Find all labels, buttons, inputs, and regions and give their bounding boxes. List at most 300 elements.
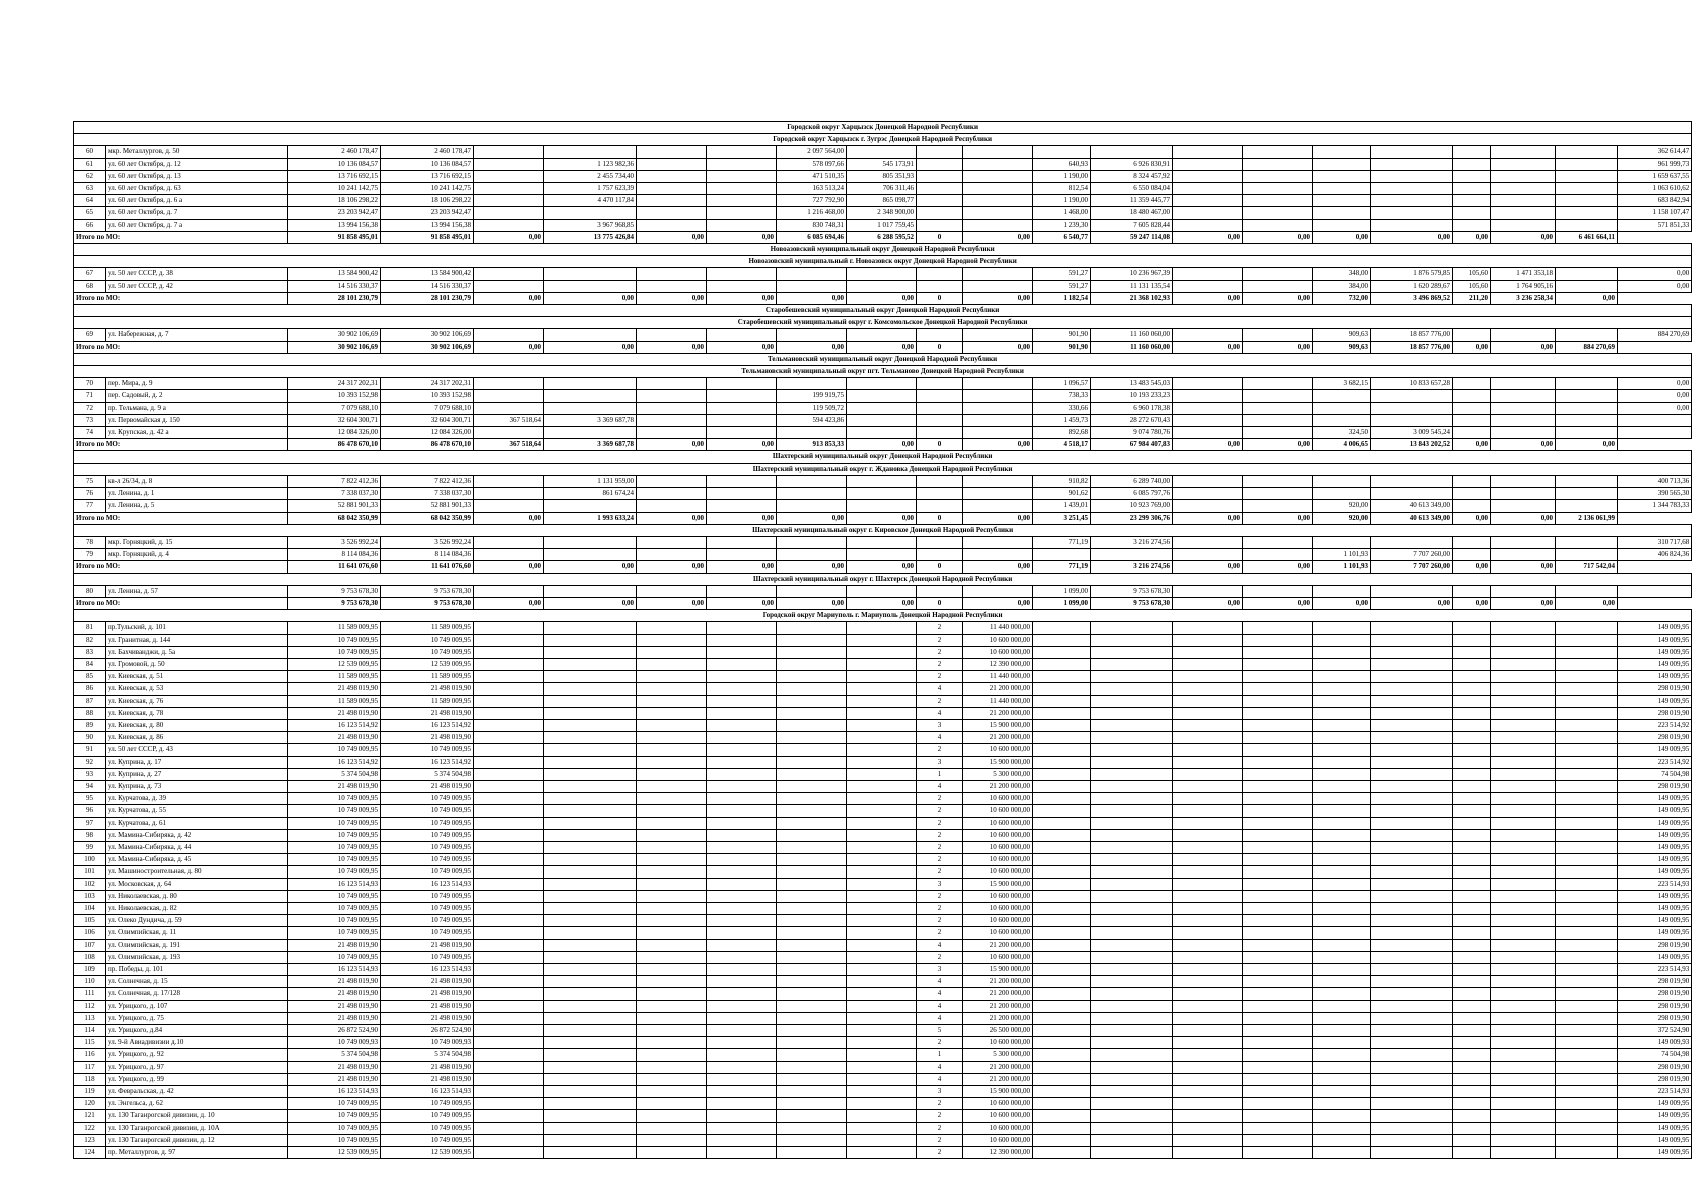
value-cell: 18 106 298,22: [381, 195, 474, 207]
total-cell: 0,00: [1491, 439, 1556, 451]
value-cell: [544, 536, 637, 548]
value-cell: [637, 475, 707, 487]
value-cell: [777, 915, 847, 927]
value-cell: 1 190,00: [1033, 170, 1091, 182]
address-cell: пр. Победы, д. 101: [106, 964, 288, 976]
value-cell: [1243, 1037, 1313, 1049]
value-cell: [847, 756, 917, 768]
value-cell: [963, 207, 1033, 219]
value-cell: [1453, 536, 1491, 548]
value-cell: [847, 390, 917, 402]
value-cell: [1371, 829, 1453, 841]
value-cell: [637, 170, 707, 182]
value-cell: [963, 195, 1033, 207]
value-cell: [707, 658, 777, 670]
value-cell: [474, 1037, 544, 1049]
value-cell: [1173, 780, 1243, 792]
value-cell: [637, 744, 707, 756]
table-row: [74, 732, 1692, 744]
value-cell: [1556, 903, 1618, 915]
value-cell: 1 131 959,00: [544, 475, 637, 487]
value-cell: 10 600 000,00: [963, 634, 1033, 646]
value-cell: [637, 841, 707, 853]
total-cell: 0,00: [847, 597, 917, 609]
value-cell: 21 498 019,90: [381, 976, 474, 988]
total-cell: 11 641 076,60: [288, 561, 381, 573]
value-cell: [847, 939, 917, 951]
value-cell: [707, 329, 777, 341]
value-cell: 298 019,90: [1618, 780, 1692, 792]
value-cell: 3 369 687,78: [544, 414, 637, 426]
value-cell: 2 348 900,00: [847, 207, 917, 219]
row-number: 110: [74, 976, 106, 988]
value-cell: [1313, 658, 1371, 670]
total-cell: 0,00: [1243, 231, 1313, 243]
total-cell: 0,00: [1491, 341, 1556, 353]
value-cell: [1556, 195, 1618, 207]
value-cell: [847, 768, 917, 780]
value-cell: 10 749 009,95: [288, 915, 381, 927]
value-cell: [1033, 878, 1091, 890]
total-cell: 0,00: [963, 597, 1033, 609]
value-cell: [847, 915, 917, 927]
value-cell: 8 114 084,36: [288, 549, 381, 561]
value-cell: [1243, 671, 1313, 683]
value-cell: [847, 146, 917, 158]
value-cell: 1 099,00: [1033, 585, 1091, 597]
value-cell: [544, 1037, 637, 1049]
total-cell: 0,00: [474, 597, 544, 609]
value-cell: [1091, 683, 1173, 695]
value-cell: [1091, 976, 1173, 988]
value-cell: [1556, 634, 1618, 646]
value-cell: 406 824,36: [1618, 549, 1692, 561]
value-cell: [1243, 658, 1313, 670]
value-cell: [544, 146, 637, 158]
value-cell: [474, 671, 544, 683]
value-cell: [1556, 780, 1618, 792]
value-cell: 892,68: [1033, 427, 1091, 439]
address-cell: ул. Куприна, д. 17: [106, 756, 288, 768]
value-cell: [707, 549, 777, 561]
value-cell: [637, 622, 707, 634]
value-cell: 10 749 009,93: [381, 1037, 474, 1049]
value-cell: [1033, 780, 1091, 792]
address-cell: пр.Тульский, д. 101: [106, 622, 288, 634]
value-cell: [1033, 1037, 1091, 1049]
value-cell: [847, 964, 917, 976]
value-cell: [1313, 183, 1371, 195]
table-row: [74, 903, 1692, 915]
table-row: [74, 549, 1692, 561]
value-cell: [474, 329, 544, 341]
value-cell: [1371, 951, 1453, 963]
value-cell: [1173, 183, 1243, 195]
value-cell: [1243, 866, 1313, 878]
value-cell: 30 902 106,69: [381, 329, 474, 341]
value-cell: [707, 768, 777, 780]
total-cell: 0,00: [1556, 439, 1618, 451]
value-cell: [544, 854, 637, 866]
value-cell: [777, 939, 847, 951]
value-cell: [474, 951, 544, 963]
value-cell: 298 019,90: [1618, 1061, 1692, 1073]
value-cell: [474, 585, 544, 597]
section-title: Городской округ Харцызск г. Зугрэс Донецкой Народной Республики: [74, 134, 1692, 146]
value-cell: [1371, 890, 1453, 902]
value-cell: [1033, 829, 1091, 841]
table-row: [74, 988, 1692, 1000]
value-cell: [474, 390, 544, 402]
value-cell: [544, 1134, 637, 1146]
value-cell: [1556, 939, 1618, 951]
value-cell: [1173, 427, 1243, 439]
total-cell: 909,63: [1313, 341, 1371, 353]
value-cell: [637, 915, 707, 927]
total-label: Итого по МО:: [74, 512, 288, 524]
value-cell: 12 539 009,95: [381, 1147, 474, 1159]
value-cell: [1453, 683, 1491, 695]
value-cell: 23 203 942,47: [381, 207, 474, 219]
value-cell: [777, 622, 847, 634]
value-cell: [963, 268, 1033, 280]
value-cell: 149 009,95: [1618, 805, 1692, 817]
value-cell: [1033, 695, 1091, 707]
value-cell: [544, 976, 637, 988]
value-cell: [707, 280, 777, 292]
address-cell: ул. 50 лет СССР, д. 38: [106, 268, 288, 280]
value-cell: 10 600 000,00: [963, 805, 1033, 817]
total-cell: 367 518,64: [474, 439, 544, 451]
value-cell: [544, 951, 637, 963]
value-cell: [1371, 622, 1453, 634]
value-cell: 26 500 000,00: [963, 1025, 1033, 1037]
value-cell: 10 600 000,00: [963, 793, 1033, 805]
total-cell: 0,00: [1453, 597, 1491, 609]
value-cell: 26 872 524,90: [381, 1025, 474, 1037]
value-cell: [1453, 390, 1491, 402]
value-cell: 298 019,90: [1618, 939, 1692, 951]
value-cell: [1556, 841, 1618, 853]
total-cell: 0,00: [1243, 561, 1313, 573]
value-cell: 4: [917, 1073, 963, 1085]
row-number: 117: [74, 1061, 106, 1073]
value-cell: [777, 1012, 847, 1024]
value-cell: [637, 402, 707, 414]
value-cell: 21 200 000,00: [963, 939, 1033, 951]
total-cell: 1 993 633,24: [544, 512, 637, 524]
value-cell: [544, 549, 637, 561]
value-cell: [1556, 183, 1618, 195]
value-cell: 10 136 084,57: [381, 158, 474, 170]
value-cell: 812,54: [1033, 183, 1091, 195]
value-cell: [777, 878, 847, 890]
value-cell: 16 123 514,93: [381, 878, 474, 890]
table-row: [74, 1025, 1692, 1037]
value-cell: 348,00: [1313, 268, 1371, 280]
value-cell: [1173, 915, 1243, 927]
total-cell: 0,00: [963, 561, 1033, 573]
table-row: [74, 1086, 1692, 1098]
value-cell: [1453, 427, 1491, 439]
table-row: [74, 878, 1692, 890]
value-cell: [1453, 634, 1491, 646]
value-cell: [1091, 756, 1173, 768]
value-cell: [847, 793, 917, 805]
value-cell: [1091, 841, 1173, 853]
address-cell: ул. Киевская, д. 86: [106, 732, 288, 744]
total-cell: 0,00: [707, 231, 777, 243]
value-cell: [847, 719, 917, 731]
value-cell: [474, 903, 544, 915]
value-cell: 10 833 657,28: [1371, 378, 1453, 390]
value-cell: [847, 1073, 917, 1085]
value-cell: [1243, 390, 1313, 402]
value-cell: [707, 1086, 777, 1098]
value-cell: 330,66: [1033, 402, 1091, 414]
total-cell: 0,00: [707, 439, 777, 451]
value-cell: 7 822 412,36: [381, 475, 474, 487]
value-cell: [1091, 695, 1173, 707]
address-cell: ул. Мамина-Сибиряка, д. 45: [106, 854, 288, 866]
total-cell: 86 478 670,10: [381, 439, 474, 451]
address-cell: ул. Киевская, д. 76: [106, 695, 288, 707]
value-cell: [544, 841, 637, 853]
value-cell: [1491, 1049, 1556, 1061]
value-cell: 10 749 009,95: [288, 829, 381, 841]
value-cell: [707, 1147, 777, 1159]
section-header-row: [74, 573, 1692, 585]
total-cell: 0,00: [963, 231, 1033, 243]
value-cell: [474, 964, 544, 976]
value-cell: 32 604 300,71: [288, 414, 381, 426]
table-row: [74, 841, 1692, 853]
value-cell: [1371, 402, 1453, 414]
value-cell: 4: [917, 988, 963, 1000]
value-cell: [1556, 207, 1618, 219]
value-cell: 2: [917, 658, 963, 670]
value-cell: 16 123 514,92: [381, 756, 474, 768]
value-cell: [1313, 207, 1371, 219]
address-cell: ул. 60 лет Октября, д. 13: [106, 170, 288, 182]
section-title: Городской округ Мариуполь г. Мариуполь Донецкой Народной Республики: [74, 610, 1692, 622]
value-cell: [1033, 1122, 1091, 1134]
value-cell: [1491, 817, 1556, 829]
value-cell: [474, 378, 544, 390]
value-cell: [1033, 646, 1091, 658]
value-cell: [847, 903, 917, 915]
section-header-row: [74, 366, 1692, 378]
value-cell: [637, 1122, 707, 1134]
value-cell: [1313, 1073, 1371, 1085]
row-number: 68: [74, 280, 106, 292]
value-cell: 5 374 504,98: [381, 768, 474, 780]
total-cell: 0,00: [777, 561, 847, 573]
value-cell: 119 509,72: [777, 402, 847, 414]
value-cell: 1 190,00: [1033, 195, 1091, 207]
value-cell: [1173, 402, 1243, 414]
value-cell: [1091, 732, 1173, 744]
address-cell: ул. Олеко Дундича, д. 59: [106, 915, 288, 927]
value-cell: 21 498 019,90: [381, 683, 474, 695]
total-cell: 3 236 258,34: [1491, 292, 1556, 304]
row-number: 111: [74, 988, 106, 1000]
value-cell: 3 526 992,24: [381, 536, 474, 548]
section-header-row: [74, 353, 1692, 365]
value-cell: [1491, 719, 1556, 731]
value-cell: 10 193 233,23: [1091, 390, 1173, 402]
value-cell: 1 620 289,67: [1371, 280, 1453, 292]
total-cell: 6 288 595,52: [847, 231, 917, 243]
section-header-row: [74, 122, 1692, 134]
value-cell: [637, 207, 707, 219]
total-cell: 3 251,45: [1033, 512, 1091, 524]
value-cell: [544, 500, 637, 512]
value-cell: [777, 817, 847, 829]
value-cell: [707, 402, 777, 414]
value-cell: 7 605 828,44: [1091, 219, 1173, 231]
address-cell: ул. Набережная, д. 7: [106, 329, 288, 341]
value-cell: [1173, 146, 1243, 158]
section-title: Новоазовский муниципальный г. Новоазовск округ Донецкой Народной Республики: [74, 256, 1692, 268]
total-label: Итого по МО:: [74, 439, 288, 451]
value-cell: [1243, 146, 1313, 158]
value-cell: [637, 829, 707, 841]
value-cell: 21 498 019,90: [288, 1073, 381, 1085]
value-cell: [963, 488, 1033, 500]
value-cell: 10 749 009,95: [288, 646, 381, 658]
value-cell: [1313, 719, 1371, 731]
value-cell: [637, 1012, 707, 1024]
row-number: 73: [74, 414, 106, 426]
value-cell: 2 097 564,00: [777, 146, 847, 158]
value-cell: 10 600 000,00: [963, 646, 1033, 658]
value-cell: [1491, 707, 1556, 719]
value-cell: [637, 756, 707, 768]
value-cell: [1243, 719, 1313, 731]
value-cell: [544, 768, 637, 780]
value-cell: 2: [917, 951, 963, 963]
value-cell: 10 749 009,95: [288, 1134, 381, 1146]
value-cell: [1453, 719, 1491, 731]
address-cell: ул. Курчатова, д. 61: [106, 817, 288, 829]
value-cell: 149 009,95: [1618, 671, 1692, 683]
address-cell: мкр. Горняцкий, д. 15: [106, 536, 288, 548]
value-cell: [917, 146, 963, 158]
value-cell: [707, 927, 777, 939]
value-cell: [1091, 1037, 1173, 1049]
value-cell: [1371, 170, 1453, 182]
value-cell: 149 009,95: [1618, 622, 1692, 634]
total-cell: 0,00: [1243, 512, 1313, 524]
value-cell: [777, 585, 847, 597]
row-number: 77: [74, 500, 106, 512]
value-cell: [474, 549, 544, 561]
value-cell: [963, 536, 1033, 548]
total-cell: 0,00: [1491, 231, 1556, 243]
value-cell: [1453, 939, 1491, 951]
value-cell: [1091, 622, 1173, 634]
value-cell: 16 123 514,93: [381, 1086, 474, 1098]
table-row: [74, 390, 1692, 402]
value-cell: [847, 866, 917, 878]
value-cell: [1313, 195, 1371, 207]
value-cell: [1091, 1061, 1173, 1073]
value-cell: [1313, 903, 1371, 915]
value-cell: [637, 329, 707, 341]
value-cell: [777, 378, 847, 390]
value-cell: 9 074 780,76: [1091, 427, 1173, 439]
value-cell: 2: [917, 634, 963, 646]
total-cell: 0,00: [707, 561, 777, 573]
address-cell: ул. Урицкого, д. 99: [106, 1073, 288, 1085]
value-cell: [1173, 976, 1243, 988]
total-row: [74, 341, 1692, 353]
total-cell: 0,00: [544, 597, 637, 609]
total-cell: 0,00: [963, 512, 1033, 524]
total-cell: 0,00: [963, 292, 1033, 304]
value-cell: [707, 170, 777, 182]
value-cell: [1556, 817, 1618, 829]
value-cell: [847, 658, 917, 670]
row-number: 120: [74, 1098, 106, 1110]
value-cell: [544, 695, 637, 707]
value-cell: [707, 146, 777, 158]
value-cell: [637, 427, 707, 439]
value-cell: [707, 903, 777, 915]
row-number: 63: [74, 183, 106, 195]
value-cell: [1243, 927, 1313, 939]
value-cell: 149 009,95: [1618, 695, 1692, 707]
address-cell: мкр. Горняцкий, д. 4: [106, 549, 288, 561]
value-cell: [847, 1049, 917, 1061]
value-cell: [637, 695, 707, 707]
value-cell: [1556, 744, 1618, 756]
value-cell: 961 999,73: [1618, 158, 1692, 170]
row-number: 76: [74, 488, 106, 500]
value-cell: [847, 732, 917, 744]
value-cell: [1033, 719, 1091, 731]
value-cell: [777, 890, 847, 902]
value-cell: [1491, 1025, 1556, 1037]
section-header-row: [74, 463, 1692, 475]
value-cell: 16 123 514,92: [288, 719, 381, 731]
value-cell: [637, 1110, 707, 1122]
value-cell: 10 749 009,95: [381, 854, 474, 866]
row-number: 124: [74, 1147, 106, 1159]
value-cell: [1091, 817, 1173, 829]
value-cell: 1 063 610,62: [1618, 183, 1692, 195]
value-cell: [637, 903, 707, 915]
value-cell: [1453, 1147, 1491, 1159]
value-cell: [847, 280, 917, 292]
value-cell: [847, 488, 917, 500]
value-cell: [544, 1098, 637, 1110]
table-row: [74, 329, 1692, 341]
value-cell: [1556, 1000, 1618, 1012]
value-cell: [1556, 1049, 1618, 1061]
value-cell: 10 749 009,95: [381, 1134, 474, 1146]
value-cell: [1491, 427, 1556, 439]
value-cell: [1173, 390, 1243, 402]
value-cell: [917, 402, 963, 414]
value-cell: [1556, 768, 1618, 780]
value-cell: 21 498 019,90: [288, 780, 381, 792]
value-cell: [1556, 1073, 1618, 1085]
value-cell: 21 498 019,90: [288, 939, 381, 951]
table-row: [74, 1061, 1692, 1073]
table-row: [74, 707, 1692, 719]
